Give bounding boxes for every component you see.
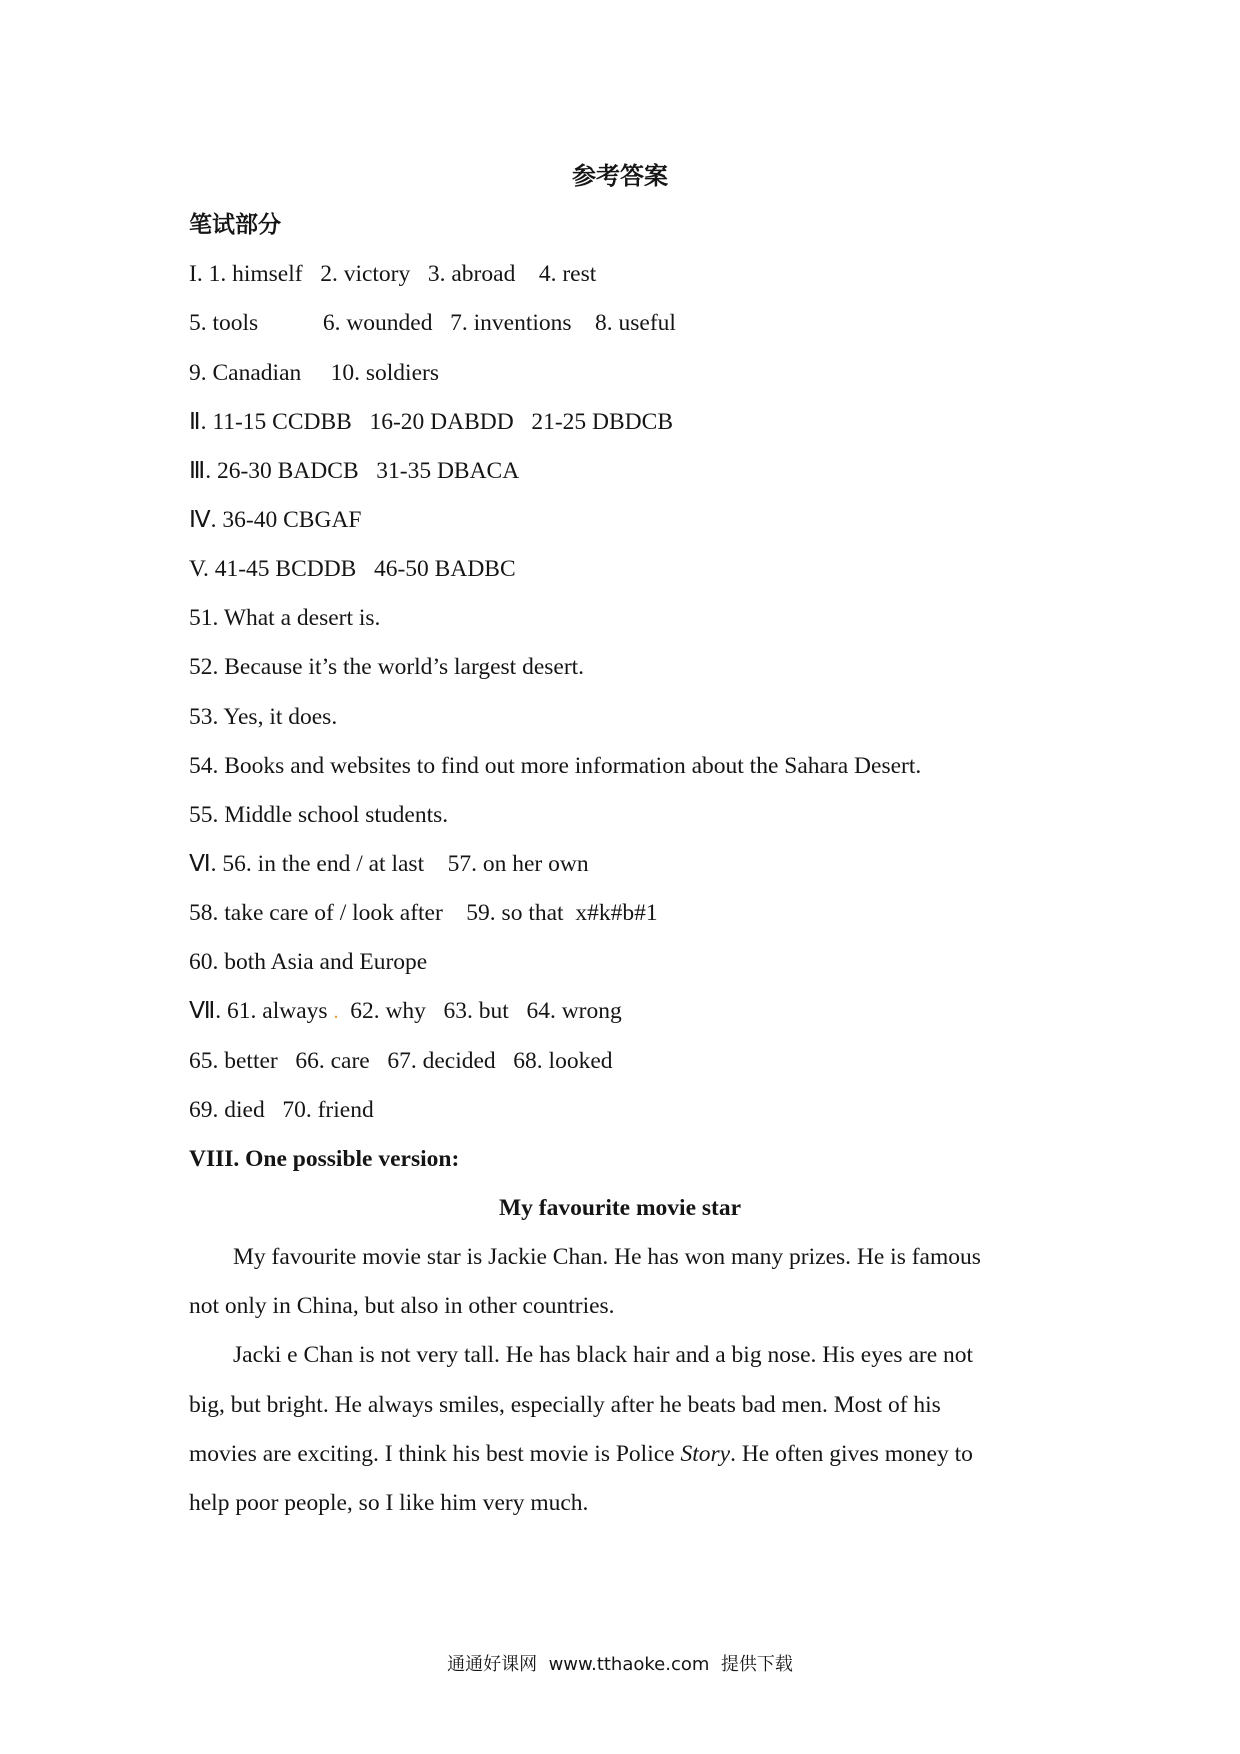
answer-line: I. 1. himself 2. victory 3. abroad 4. rest	[189, 261, 597, 288]
document-content	[189, 152, 1051, 1528]
stray-mark: .	[333, 1001, 339, 1024]
answer-line: 55. Middle school students.	[189, 801, 449, 828]
essay-paragraph-line: Jacki e Chan is not very tall. He has black hair and a big nose. His eyes are not	[233, 1342, 974, 1369]
essay-paragraph-line	[189, 1430, 1051, 1479]
answer-line: 51. What a desert is.	[189, 605, 381, 632]
page-title: 参考答案	[572, 162, 668, 190]
answer-line: 69. died 70. friend	[189, 1096, 374, 1123]
page-footer: 通通好课网 www.tthaoke.com 提供下载	[447, 1654, 793, 1675]
answer-line: Ⅱ. 11-15 CCDBB 16-20 DABDD 21-25 DBDCB	[189, 408, 673, 435]
answer-line: Ⅲ. 26-30 BADCB 31-35 DBACA	[189, 457, 520, 484]
essay-title: My favourite movie star	[498, 1194, 742, 1221]
answer-line: V. 41-45 BCDDB 46-50 BADBC	[189, 556, 516, 583]
answer-line: 53. Yes, it does.	[189, 703, 338, 730]
answer-text: Ⅶ. 61. always	[189, 998, 334, 1025]
answer-line: 52. Because it’s the world’s largest desert.	[189, 654, 585, 681]
answer-line-vii	[189, 987, 1051, 1036]
answer-line: 58. take care of / look after 59. so that x#k#b#1	[189, 900, 658, 927]
essay-text: movies are exciting. I think his best movie is Police	[189, 1440, 681, 1467]
essay-text: . He often gives money to	[730, 1440, 973, 1467]
answer-line: 54. Books and websites to find out more information about the Sahara Desert.	[189, 752, 922, 779]
answer-line: 5. tools 6. wounded 7. inventions 8. useful	[189, 310, 676, 337]
section-heading: 笔试部分	[189, 212, 281, 239]
movie-title-italic: Story	[680, 1440, 731, 1467]
answer-line: Ⅳ. 36-40 CBGAF	[189, 506, 362, 533]
essay-paragraph-line: help poor people, so I like him very much.	[189, 1489, 589, 1516]
answer-line: Ⅵ. 56. in the end / at last 57. on her own	[189, 850, 589, 877]
answer-text: 62. why 63. but 64. wrong	[338, 998, 622, 1025]
essay-paragraph-line: big, but bright. He always smiles, especially after he beats bad men. Most of his	[189, 1391, 941, 1418]
answer-line: 9. Canadian 10. soldiers	[189, 359, 439, 386]
essay-paragraph-line: My favourite movie star is Jackie Chan. He has won many prizes. He is famous	[233, 1244, 981, 1271]
answer-line: 60. both Asia and Europe	[189, 949, 428, 976]
answer-line: 65. better 66. care 67. decided 68. looked	[189, 1047, 613, 1074]
essay-paragraph-line: not only in China, but also in other countries.	[189, 1293, 615, 1320]
essay-section-heading: VIII. One possible version:	[189, 1145, 460, 1172]
